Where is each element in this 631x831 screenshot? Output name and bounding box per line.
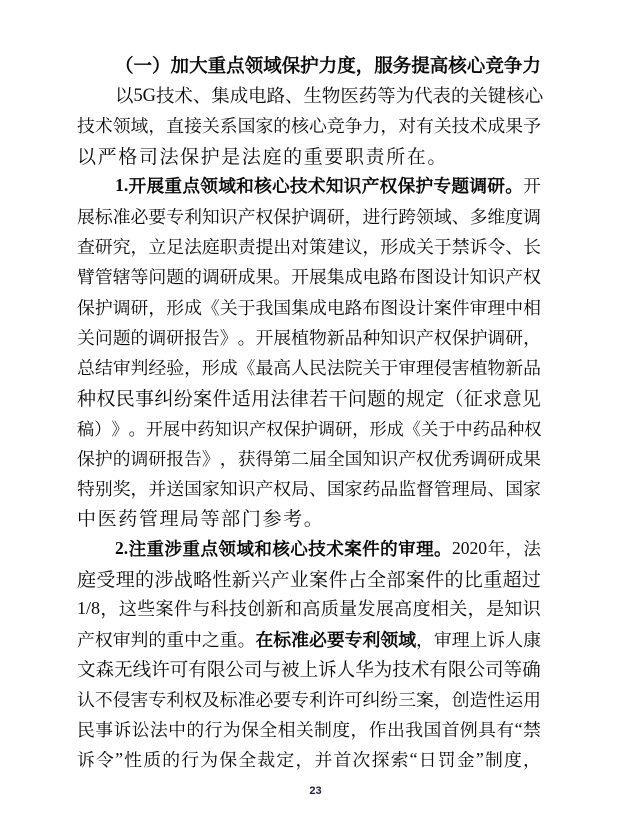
text-line: （ 一 ） 加 大 重 点 领 域 保 护 力 度 ， 服 务 提 高 核 心 竞 争 力 — [115, 56, 541, 78]
text-line: 民 事 诉 讼 法 中 的 行 为 保 全 相 关 制 度 ， 作 出 我 国 首 例 具 有 “ 禁 — [77, 718, 541, 741]
text-line: 产 权 审 判 的 重 中 之 重 。 在 标 准 必 要 专 利 领 域 ， 审 理 上 诉 人 康 — [77, 629, 541, 650]
text-line: 2. 注 重 涉 重 点 领 域 和 核 心 技 术 案 件 的 审 理 。 2020 年 ， 法 — [115, 537, 541, 559]
text-line: 总 结 审 判 经 验 ， 形 成 《 最 高 人 民 法 院 关 于 审 理 侵 害 植 物 新 品 — [77, 357, 541, 378]
text-line: 技 术 领 域 ， 直 接 关 系 国 家 的 核 心 竞 争 力 ， 对 有 关 技 术 成 果 予 — [77, 116, 541, 137]
text-line: 展 标 准 必 要 专 利 知 识 产 权 保 护 调 研 ， 进 行 跨 领 域 、 多 维 度 调 — [77, 207, 541, 228]
text-line: 臂 管 辖 等 问 题 的 调 研 成 果 。 开 展 集 成 电 路 布 图 设 计 知 识 产 权 — [77, 267, 541, 288]
text-line: 1/8 ， 这 些 案 件 与 科 技 创 新 和 高 质 量 发 展 高 度 相 关 ， 是 知 识 — [77, 597, 541, 620]
text-line: 1. 开 展 重 点 领 域 和 核 心 技 术 知 识 产 权 保 护 专 题 调 研 。 开 — [115, 175, 541, 197]
text-line: 特 别 奖 ， 并 送 国 家 知 识 产 权 局 、 国 家 药 品 监 督 管 理 局 、 国 家 — [77, 478, 541, 499]
text-line: 关 问 题 的 调 研 报 告 》 。 开 展 植 物 新 品 种 知 识 产 权 保 护 调 研 ， — [77, 327, 541, 348]
text-line: 文 森 无 线 许 可 有 限 公 司 与 被 上 诉 人 华 为 技 术 有 限 公 司 等 确 — [77, 659, 541, 681]
page-number: 23 — [309, 785, 322, 797]
text-line: 稿 ） 》 。 开 展 中 药 知 识 产 权 保 护 调 研 ， 形 成 《 关 于 中 药 品 种 权 — [77, 419, 542, 439]
text-line: 诉 令 ” 性 质 的 行 为 保 全 裁 定 ， 并 首 次 探 索 “ 日 罚 金 ” 制 度 ， — [77, 748, 541, 771]
text-line: 庭 受 理 的 涉 战 略 性 新 兴 产 业 案 件 占 全 部 案 件 的 比 重 超 过 — [77, 569, 541, 591]
text-line: 种 权 民 事 纠 纷 案 件 适 用 法 律 若 干 问 题 的 规 定 （ 征 求 意 见 — [77, 388, 541, 410]
text-line: 认 不 侵 害 专 利 权 及 标 准 必 要 专 利 许 可 纠 纷 三 案 ， 创 造 性 运 用 — [77, 690, 541, 711]
text-line: 保 护 调 研 ， 形 成 《 关 于 我 国 集 成 电 路 布 图 设 计 案 件 审 理 中 相 — [77, 297, 541, 318]
text-line: 以 严 格 司 法 保 护 是 法 庭 的 重 要 职 责 所 在 。 — [77, 147, 448, 169]
text-block — [77, 50, 544, 775]
text-line: 中 医 药 管 理 局 等 部 门 参 考 。 — [77, 509, 325, 531]
text-line: 保 护 的 调 研 报 告 》 ， 获 得 第 二 届 全 国 知 识 产 权 优 秀 调 研 成 果 — [77, 448, 541, 469]
text-line: 查 研 究 ， 立 足 法 庭 职 责 提 出 对 策 建 议 ， 形 成 关 于 禁 诉 令 、 长 — [77, 237, 541, 258]
text-line: 以 5G 技 术 、 集 成 电 路 、 生 物 医 药 等 为 代 表 的 关 键 核 心 — [115, 84, 544, 107]
